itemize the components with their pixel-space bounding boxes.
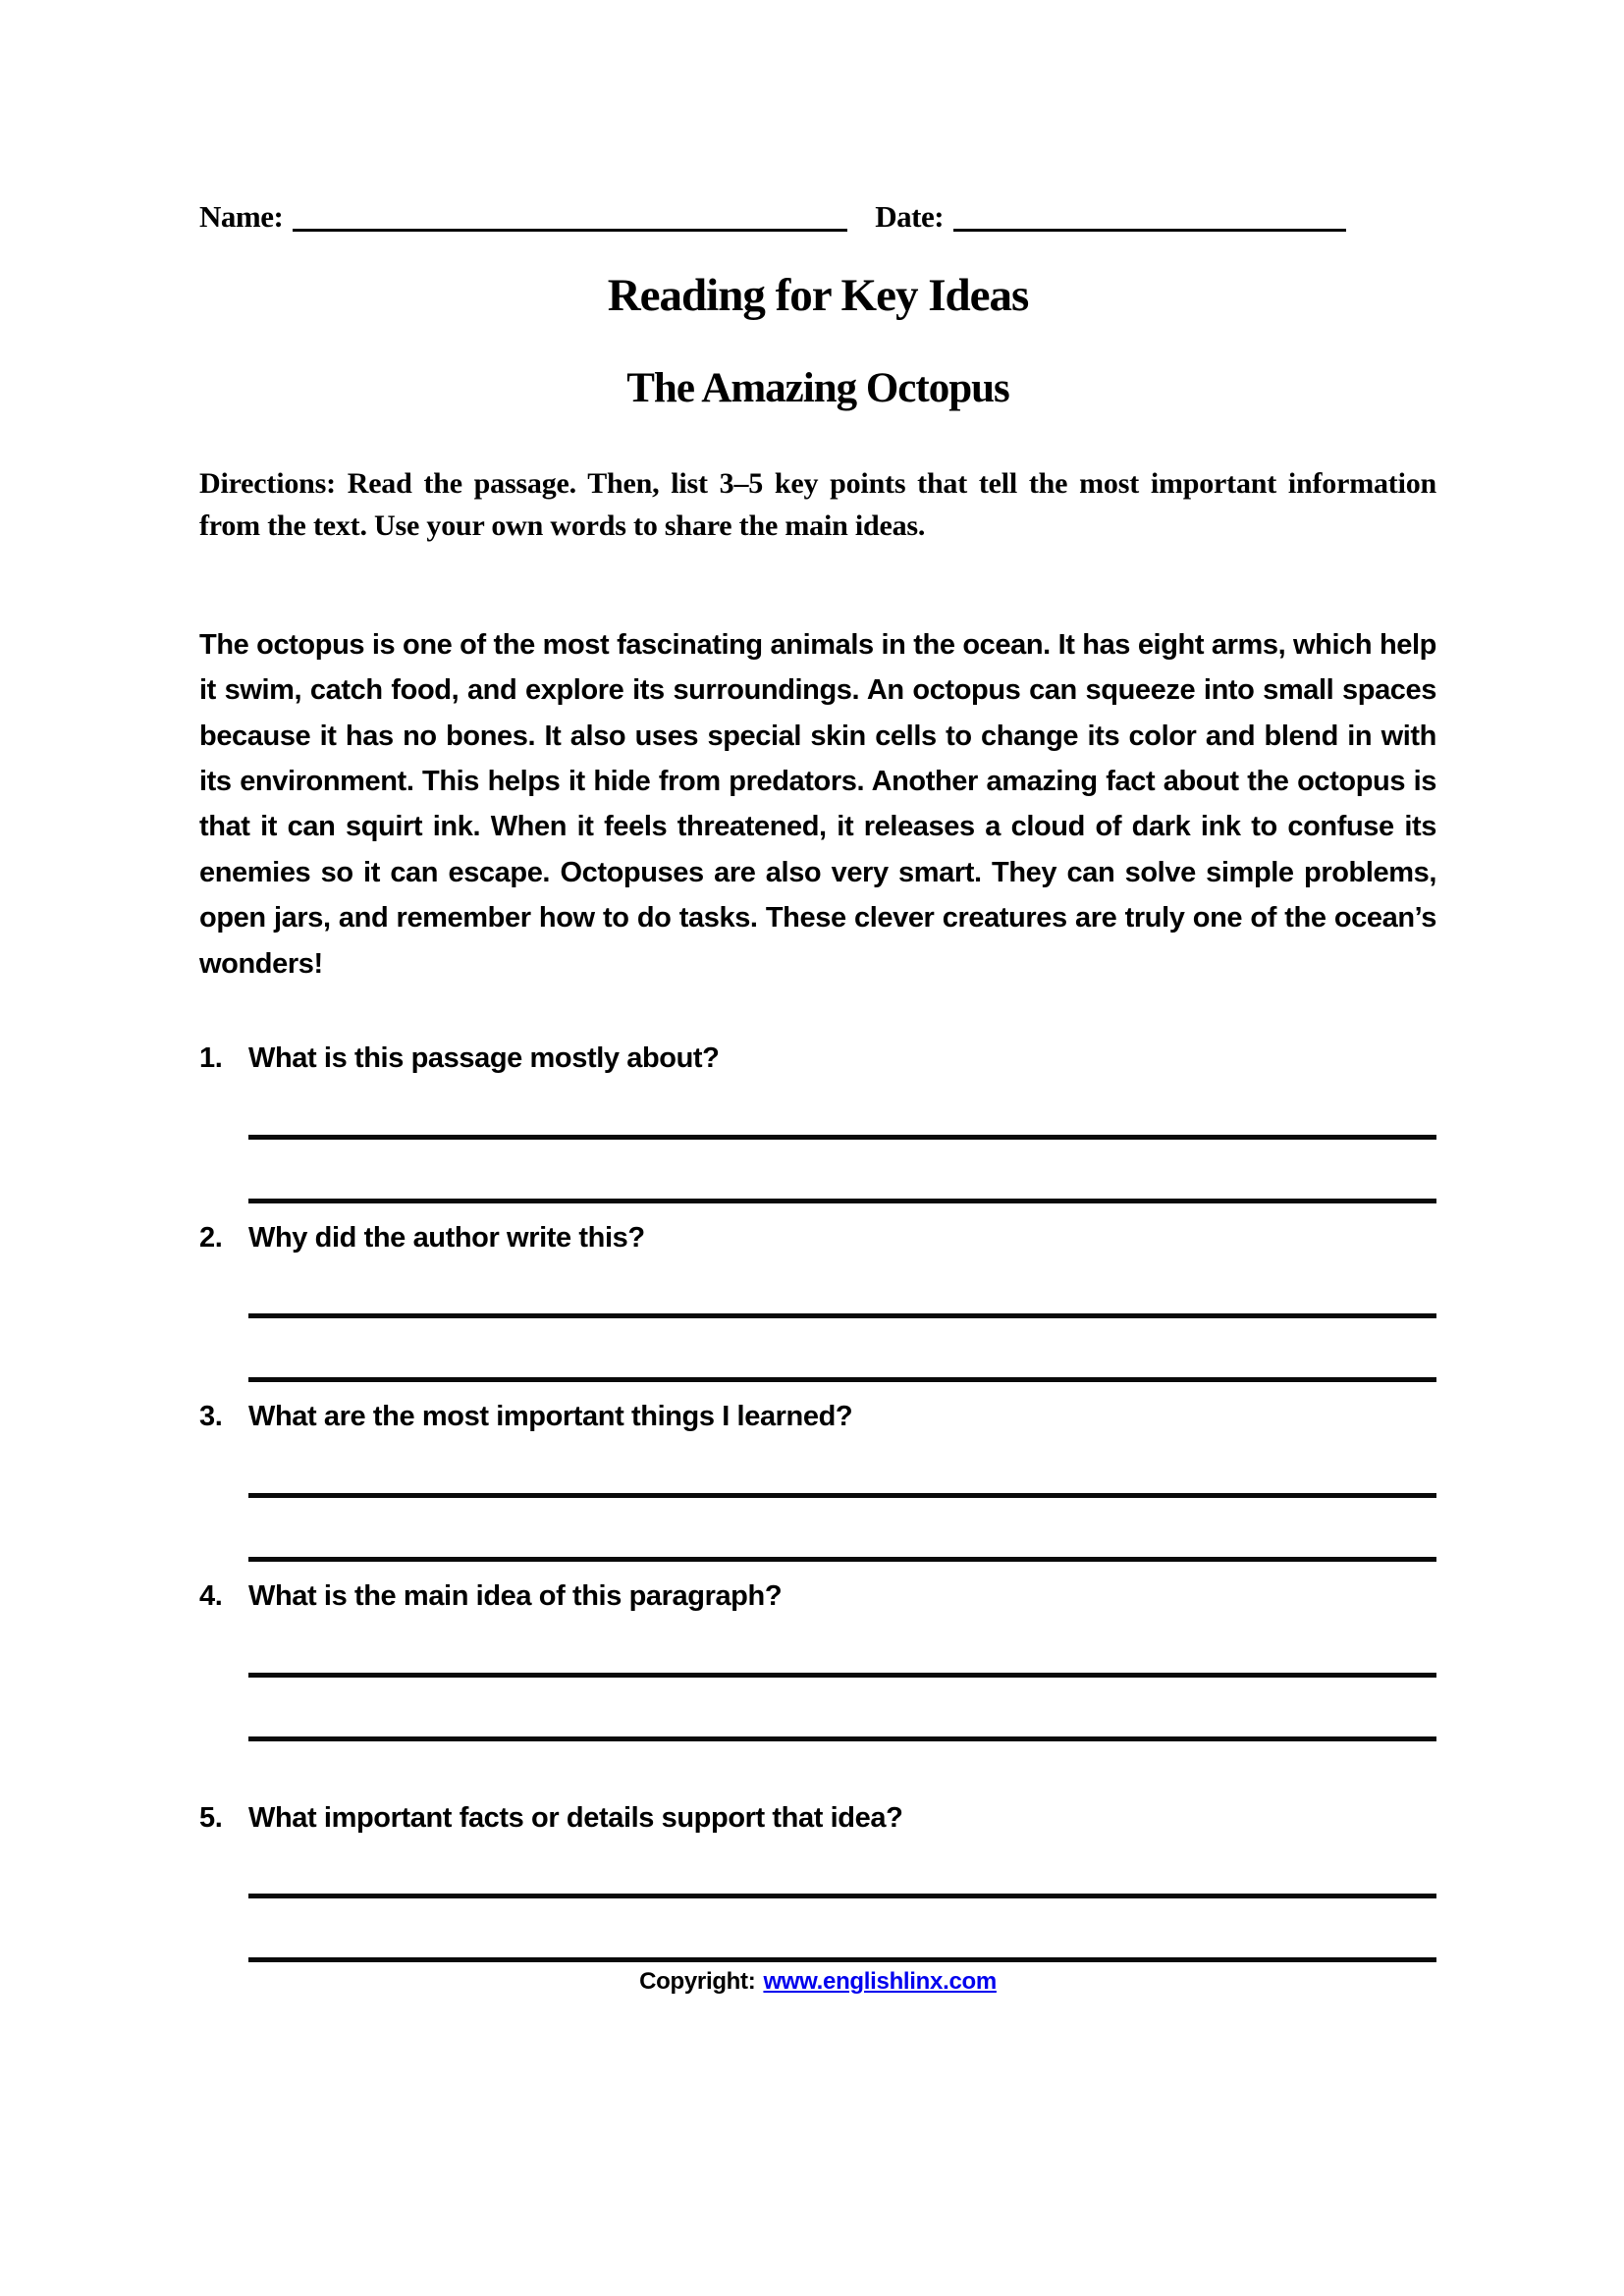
questions-section: [199, 1041, 1436, 1962]
name-write-line[interactable]: [293, 222, 847, 232]
page-title: Reading for Key Ideas: [607, 270, 1029, 321]
question-block-5: [199, 1800, 1436, 1963]
question-block-3: [199, 1399, 1436, 1562]
question-text: What is the main idea of this paragraph?: [248, 1579, 783, 1612]
footer: [199, 1968, 1436, 1996]
question-number: 2.: [199, 1221, 223, 1254]
question-text: Why did the author write this?: [248, 1221, 645, 1254]
question-text: What are the most important things I learned?: [248, 1401, 853, 1433]
answer-line[interactable]: [248, 1894, 1436, 1898]
question-number: 4.: [199, 1579, 223, 1612]
answer-line[interactable]: [248, 1957, 1436, 1962]
question-block-2: [199, 1220, 1436, 1383]
question-text: What is this passage mostly about?: [248, 1041, 720, 1074]
answer-line[interactable]: [248, 1135, 1436, 1140]
date-write-line[interactable]: [953, 222, 1346, 232]
question-number: 5.: [199, 1801, 223, 1834]
copyright-link[interactable]: www.englishlinx.com: [763, 1968, 997, 1996]
answer-line[interactable]: [248, 1673, 1436, 1678]
copyright-label: Copyright:: [639, 1968, 756, 1996]
directions-text: Directions: Read the passage. Then, list 3–5 key points that tell the most important information from the text. Use your own words to share the main ideas.: [199, 467, 1436, 542]
passage-title: The Amazing Octopus: [626, 365, 1009, 411]
question-block-1: [199, 1041, 1436, 1203]
answer-line[interactable]: [248, 1736, 1436, 1741]
name-label: Name:: [199, 199, 284, 234]
question-number: 3.: [199, 1401, 223, 1433]
answer-line[interactable]: [248, 1313, 1436, 1318]
answer-line[interactable]: [248, 1493, 1436, 1498]
question-block-4: [199, 1578, 1436, 1741]
date-label: Date:: [875, 199, 945, 234]
passage-text: The octopus is one of the most fascinating animals in the ocean. It has eight arms, which help it swim, catch food, and explore its surroundings. An octopus can squeeze into small spaces because it has no bones. It also uses special skin cells to change its color and blend in with its environment. This helps it hide from predators. Another amazing fact about the octopus is that it can squirt ink. When it feels threatened, it releases a cloud of dark ink to confuse its enemies so it can escape. Octopuses are also very smart. They can solve simple problems, open jars, and remember how to do tasks. These clever creatures are truly one of the ocean’s wonders!: [199, 628, 1436, 980]
name-date-row: [199, 201, 1436, 232]
question-text: What important facts or details support that idea?: [248, 1801, 903, 1834]
answer-line[interactable]: [248, 1557, 1436, 1562]
question-number: 1.: [199, 1041, 223, 1074]
answer-line[interactable]: [248, 1377, 1436, 1382]
answer-line[interactable]: [248, 1199, 1436, 1203]
